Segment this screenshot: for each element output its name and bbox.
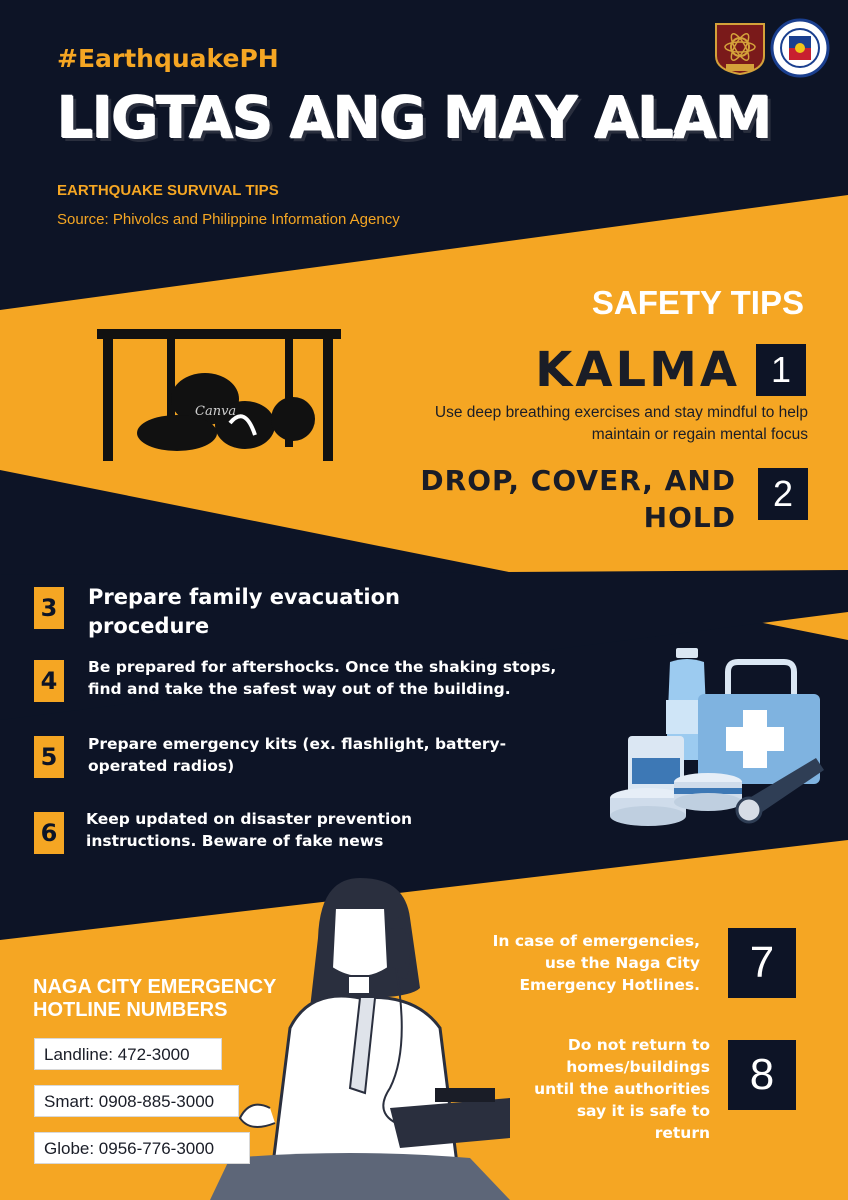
tip-4-text	[88, 656, 556, 700]
tip-1-description	[368, 402, 808, 446]
tip-4-line2: find and take the safest way out of the building.	[88, 680, 511, 698]
tip-5-line2: operated radios)	[88, 757, 235, 775]
tip-3-line1: Prepare family evacuation	[88, 585, 400, 609]
tip-8-line1: Do not return to	[567, 1036, 710, 1054]
tip-7-number: 7	[728, 928, 796, 998]
hotline-title	[33, 976, 276, 1022]
tip-6-number: 6	[34, 812, 64, 854]
tip-1-number: 1	[756, 344, 806, 396]
tip-7-line1: In case of emergencies,	[492, 932, 700, 950]
tip-4-line1: Be prepared for aftershocks. Once the shaking stops,	[88, 658, 557, 676]
tip-6-text	[86, 808, 412, 852]
source-credit: Source: Phivolcs and Philippine Information Agency	[57, 211, 400, 228]
tip-1-desc-line2: maintain or regain mental focus	[591, 426, 808, 443]
tip-3-number: 3	[34, 587, 64, 629]
government-seal-icon	[770, 18, 830, 78]
tip-5-line1: Prepare emergency kits (ex. flashlight, battery-	[88, 735, 507, 753]
watermark-text: Canva	[195, 404, 237, 419]
tip-5-text	[88, 733, 506, 777]
tip-8-text	[410, 1034, 710, 1144]
tip-8-line5: return	[654, 1124, 710, 1142]
school-seal-icon	[712, 20, 768, 76]
tip-2-line1: DROP, COVER, AND	[420, 464, 736, 497]
emergency-kit-icon	[606, 640, 828, 830]
tip-7-line2: use the Naga City	[544, 954, 700, 972]
tip-7-text	[400, 930, 700, 996]
tip-8-line3: until the authorities	[534, 1080, 710, 1098]
tip-7-line3: Emergency Hotlines.	[519, 976, 700, 994]
tip-8-line2: homes/buildings	[566, 1058, 710, 1076]
tip-6-line2: instructions. Beware of fake news	[86, 832, 384, 850]
table-duck-cover-icon	[95, 325, 345, 465]
tip-2-text	[316, 462, 736, 536]
tip-3-line2: procedure	[88, 614, 210, 638]
tip-8-number: 8	[728, 1040, 796, 1110]
hotline-title-line1: NAGA CITY EMERGENCY	[33, 976, 277, 998]
tip-1-desc-line1: Use deep breathing exercises and stay mindful to help	[434, 404, 808, 421]
hashtag: #EarthquakePH	[57, 44, 279, 73]
tip-5-number: 5	[34, 736, 64, 778]
woman-phone-icon	[210, 858, 510, 1200]
tip-2-number: 2	[758, 468, 808, 520]
tip-1-title: KALMA	[535, 342, 740, 398]
tip-3-text	[88, 583, 400, 641]
page-title: LIGTAS ANG MAY ALAM	[57, 84, 771, 152]
landline-number: Landline: 472-3000	[34, 1038, 222, 1070]
tip-2-line2: HOLD	[643, 501, 736, 534]
subtitle: EARTHQUAKE SURVIVAL TIPS	[57, 182, 279, 199]
smart-number: Smart: 0908-885-3000	[34, 1085, 239, 1117]
globe-number: Globe: 0956-776-3000	[34, 1132, 250, 1164]
tip-6-line1: Keep updated on disaster prevention	[86, 810, 413, 828]
hotline-title-line2: HOTLINE NUMBERS	[33, 999, 228, 1021]
tip-8-line4: say it is safe to	[576, 1102, 710, 1120]
safety-tips-title: SAFETY TIPS	[591, 284, 804, 321]
tip-4-number: 4	[34, 660, 64, 702]
